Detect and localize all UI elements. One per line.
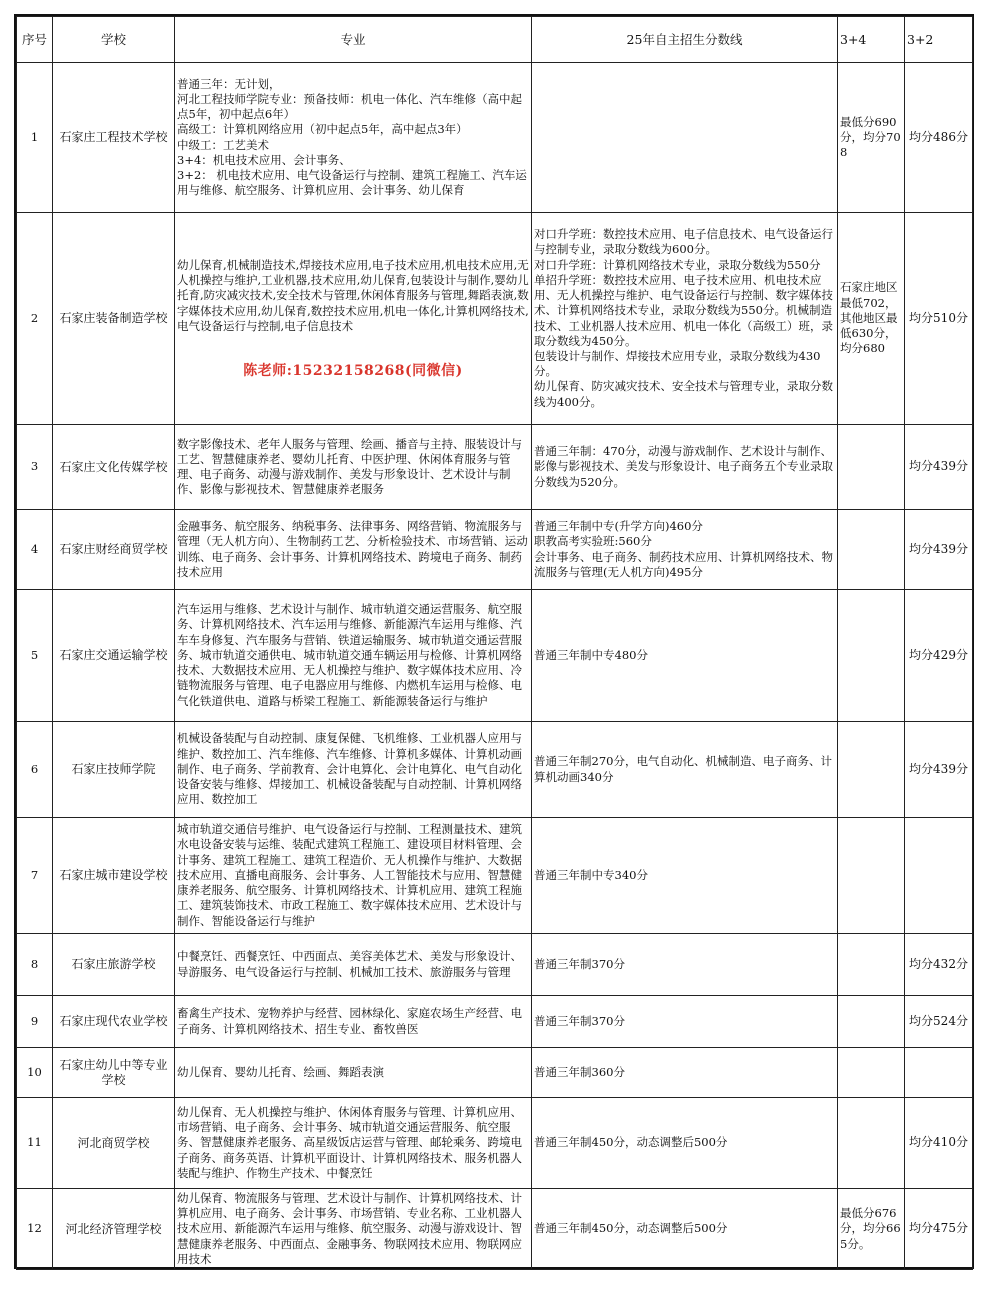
table-row (17, 722, 973, 818)
score-cell (532, 63, 838, 213)
school-name: 石家庄装备制造学校 (53, 213, 175, 425)
school-name: 石家庄财经商贸学校 (53, 510, 175, 590)
score-cell (532, 1098, 838, 1189)
major-line: 金融事务、航空服务、纳税事务、法律事务、网络营销、物流服务与管理（无人机方向）、生物制药工艺、分析检验技术、市场营销、运动训练、电子商务、会计事务、计算机网络技术、跨境电子商务、制药技术应用 (177, 519, 528, 579)
score-3plus4 (838, 996, 905, 1048)
major-line: 中级工：工艺美术 (177, 137, 269, 152)
row-number: 1 (17, 63, 53, 213)
score-3plus2: 均分439分 (905, 510, 973, 590)
row-number: 12 (17, 1189, 53, 1270)
row-number: 2 (17, 213, 53, 425)
row-number: 11 (17, 1098, 53, 1189)
score-cell (532, 1189, 838, 1270)
score-line: 会计事务、电子商务、制药技术应用、计算机网络技术、物流服务与管理(无人机方向)495分 (534, 549, 833, 579)
table-row (17, 818, 973, 934)
row-number: 9 (17, 996, 53, 1048)
score-3plus2: 均分486分 (905, 63, 973, 213)
row-number: 8 (17, 934, 53, 996)
major-list (175, 1098, 532, 1189)
score-3plus2: 均分432分 (905, 934, 973, 996)
score-3plus4 (838, 510, 905, 590)
score-line: 包装设计与制作、焊接技术应用专业，录取分数线为430分。 (534, 348, 821, 379)
score-cell (532, 590, 838, 722)
score-line: 对口升学班：数控技术应用、电子信息技术、电气设备运行与控制专业，录取分数线为600分。 (534, 227, 833, 257)
header-major: 专业 (175, 17, 532, 63)
major-line: 普通三年：无计划， (177, 76, 281, 91)
major-line: 中餐烹饪、西餐烹饪、中西面点、美容美体艺术、美发与形象设计、导游服务、电气设备运行与控制、机械加工技术、旅游服务与管理 (177, 949, 522, 979)
score-3plus2: 均分524分 (905, 996, 973, 1048)
table-row (17, 1098, 973, 1189)
school-name: 石家庄现代农业学校 (53, 996, 175, 1048)
table-row (17, 510, 973, 590)
score-3plus4: 最低分690分，均分708 (838, 63, 905, 213)
major-list (175, 510, 532, 590)
major-list (175, 934, 532, 996)
school-name: 石家庄交通运输学校 (53, 590, 175, 722)
major-list (175, 425, 532, 510)
admission-score-sheet (14, 14, 974, 1269)
score-line: 普通三年制：470分，动漫与游戏制作、艺术设计与制作、影像与影视技术、美发与形象设计、电子商务五个专业录取分数线为520分。 (534, 444, 833, 489)
table-row (17, 213, 973, 425)
table-row (17, 996, 973, 1048)
score-3plus4 (838, 722, 905, 818)
school-name: 石家庄文化传媒学校 (53, 425, 175, 510)
school-name: 石家庄旅游学校 (53, 934, 175, 996)
score-3plus2: 均分510分 (905, 213, 973, 425)
score-cell (532, 818, 838, 934)
header-school: 学校 (53, 17, 175, 63)
table-row (17, 934, 973, 996)
header-score: 25年自主招生分数线 (532, 17, 838, 63)
score-line: 单招升学班：数控技术应用、电子技术应用、机电技术应用、无人机操控与维护、电气设备运行与控制、数字媒体技术、计算机网络技术专业，录取分数线为550分。机械制造技术、工业机器人技术应用、机电一体化（高级工）班，录取分数线为450分。 (534, 272, 833, 348)
score-line: 普通三年制360分 (534, 1064, 625, 1079)
table-row (17, 590, 973, 722)
score-cell (532, 722, 838, 818)
major-line: 汽车运用与维修、艺术设计与制作、城市轨道交通运营服务、航空服务、计算机网络技术、汽车运用与维修、新能源汽车运用与维修、汽车车身修复、汽车服务与营销、铁道运输服务、城市轨道交通运营服务、城市轨道交通供电、城市轨道交通车辆运用与检修、计算机网络技术、大数据技术应用、无人机操控与维护、数字媒体技术应用、冷链物流服务与管理、电子电器应用与维修、内燃机车运用与检修、电气化铁道供电、道路与桥梁工程施工、新能源装备运行与维护 (177, 602, 522, 708)
major-line: 幼儿保育、无人机操控与维护、休闲体育服务与管理、计算机应用、市场营销、电子商务、会计事务、城市轨道交通运营服务、航空服务、智慧健康养老服务、高星级饭店运营与管理、邮轮乘务、跨境电子商务、商务英语、计算机平面设计、计算机网络技术、服务机器人装配与维护、作物生产技术、中餐烹饪 (177, 1104, 522, 1180)
score-cell (532, 996, 838, 1048)
major-line: 数字影像技术、老年人服务与管理、绘画、播音与主持、服装设计与工艺、智慧健康养老、婴幼儿托育、中医护理、休闲体育服务与管理、电子商务、动漫与游戏制作、美发与形象设计、艺术设计与制作、影像与影视技术、智慧健康养老服务 (177, 436, 522, 497)
score-3plus4 (838, 1098, 905, 1189)
score-line: 对口升学班：计算机网络技术专业，录取分数线为550分 (534, 257, 821, 272)
school-name: 石家庄城市建设学校 (53, 818, 175, 934)
score-3plus2 (905, 1048, 973, 1098)
major-list (175, 1189, 532, 1270)
header-3plus4: 3+4 (838, 17, 905, 63)
row-number: 7 (17, 818, 53, 934)
score-3plus4 (838, 1048, 905, 1098)
score-line: 普通三年制370分 (534, 956, 625, 971)
table-row (17, 425, 973, 510)
score-cell (532, 510, 838, 590)
table-body (17, 63, 973, 1270)
row-number: 4 (17, 510, 53, 590)
major-list (175, 818, 532, 934)
major-line: 河北工程技师学院专业：预备技师：机电一体化、汽车维修（高中起点5年，初中起点6年） (177, 91, 522, 122)
score-3plus4 (838, 590, 905, 722)
header-num: 序号 (17, 17, 53, 63)
score-3plus4 (838, 425, 905, 510)
major-line: 城市轨道交通信号维护、电气设备运行与控制、工程测量技术、建筑水电设备安装与运维、装配式建筑工程施工、建设项目材料管理、会计事务、建筑工程施工、建筑工程造价、无人机操作与维护、大数据技术应用、直播电商服务、会计事务、人工智能技术与应用、智慧健康养老服务、航空服务、计算机网络技术、计算机应用、建筑工程施工、建筑装饰技术、市政工程施工、数字媒体技术应用、艺术设计与制作、智能设备运行与维护 (177, 822, 522, 928)
score-cell (532, 213, 838, 425)
major-line: 幼儿保育、物流服务与管理、艺术设计与制作、计算机网络技术、计算机应用、电子商务、会计事务、市场营销、专业名称、工业机器人技术应用、新能源汽车运用与维修、航空服务、动漫与游戏设计、智慧健康养老服务、中西面点、金融事务、物联网技术应用、物联网应用技术 (177, 1190, 522, 1266)
major-line: 幼儿保育,机械制造技术,焊接技术应用,电子技术应用,机电技术应用,无人机操控与维护,工业机器,技术应用,幼儿保育,包装设计与制作,婴幼儿托育,防灾减灾技术,安全技术与管理,休闲体育服务与管理,舞蹈表演,数字媒体技术应用,幼儿保育,数控技术应用,机电一体化,计算机网络技术,电气设备运行与控制,电子信息技术 (177, 257, 529, 333)
major-line: 3+2： 机电技术应用、电气设备运行与控制、建筑工程施工、汽车运用与维修、航空服务、计算机应用、会计事务、幼儿保育 (177, 167, 527, 198)
score-3plus4: 最低分676分，均分665分。 (838, 1189, 905, 1270)
school-name: 河北商贸学校 (53, 1098, 175, 1189)
major-list (175, 722, 532, 818)
school-name: 石家庄工程技术学校 (53, 63, 175, 213)
header-3plus2: 3+2 (905, 17, 973, 63)
score-line: 普通三年制中专480分 (534, 647, 648, 662)
score-line: 普通三年制270分，电气自动化、机械制造、电子商务、计算机动画340分 (534, 754, 832, 784)
score-line: 普通三年制370分 (534, 1013, 625, 1028)
score-3plus4 (838, 818, 905, 934)
score-3plus2: 均分475分 (905, 1189, 973, 1270)
contact-watermark: 陈老师:15232158268(同微信) (243, 362, 463, 379)
table-header-row (17, 17, 973, 63)
score-3plus2: 均分439分 (905, 722, 973, 818)
score-line: 普通三年制450分，动态调整后500分 (534, 1221, 728, 1236)
major-line: 机械设备装配与自动控制、康复保健、飞机维修、工业机器人应用与维护、数控加工、汽车维修、汽车维修、计算机多媒体、计算机动画制作、电子商务、学前教育、会计电算化、会计电算化、电气自动化设备安装与维修、焊接加工、机械设备装配与自动控制、计算机网络应用、数控加工 (177, 731, 522, 807)
school-name: 石家庄幼儿中等专业学校 (53, 1048, 175, 1098)
score-line: 普通三年制中专340分 (534, 867, 648, 882)
score-cell (532, 934, 838, 996)
score-line: 普通三年制450分，动态调整后500分 (534, 1135, 728, 1150)
row-number: 6 (17, 722, 53, 818)
row-number: 5 (17, 590, 53, 722)
score-line: 幼儿保育、防灾减灾技术、安全技术与管理专业，录取分数线为400分。 (534, 379, 833, 409)
major-list (175, 996, 532, 1048)
table-row (17, 1048, 973, 1098)
major-list (175, 63, 532, 213)
score-3plus4: 石家庄地区最低702，其他地区最低630分，均分680 (838, 213, 905, 425)
major-list (175, 1048, 532, 1098)
school-name: 河北经济管理学校 (53, 1189, 175, 1270)
major-line: 幼儿保育、婴幼儿托育、绘画、舞蹈表演 (177, 1064, 384, 1079)
major-list (175, 213, 532, 425)
table-row (17, 63, 973, 213)
row-number: 3 (17, 425, 53, 510)
major-line: 高级工：计算机网络应用（初中起点5年，高中起点3年） (177, 122, 468, 137)
major-line: 畜禽生产技术、宠物养护与经营、园林绿化、家庭农场生产经营、电子商务、计算机网络技术、招生专业、畜牧兽医 (177, 1006, 522, 1036)
score-3plus2 (905, 818, 973, 934)
row-number: 10 (17, 1048, 53, 1098)
school-name: 石家庄技师学院 (53, 722, 175, 818)
major-list (175, 590, 532, 722)
major-line: 3+4：机电技术应用、会计事务、 (177, 152, 351, 167)
score-3plus2: 均分410分 (905, 1098, 973, 1189)
score-3plus4 (838, 934, 905, 996)
score-cell (532, 1048, 838, 1098)
score-cell (532, 425, 838, 510)
score-line: 职教高考实验班:560分 (534, 534, 652, 549)
score-line: 普通三年制中专(升学方向)460分 (534, 519, 703, 534)
score-3plus2: 均分429分 (905, 590, 973, 722)
score-table (16, 16, 973, 1270)
score-3plus2: 均分439分 (905, 425, 973, 510)
table-row (17, 1189, 973, 1270)
